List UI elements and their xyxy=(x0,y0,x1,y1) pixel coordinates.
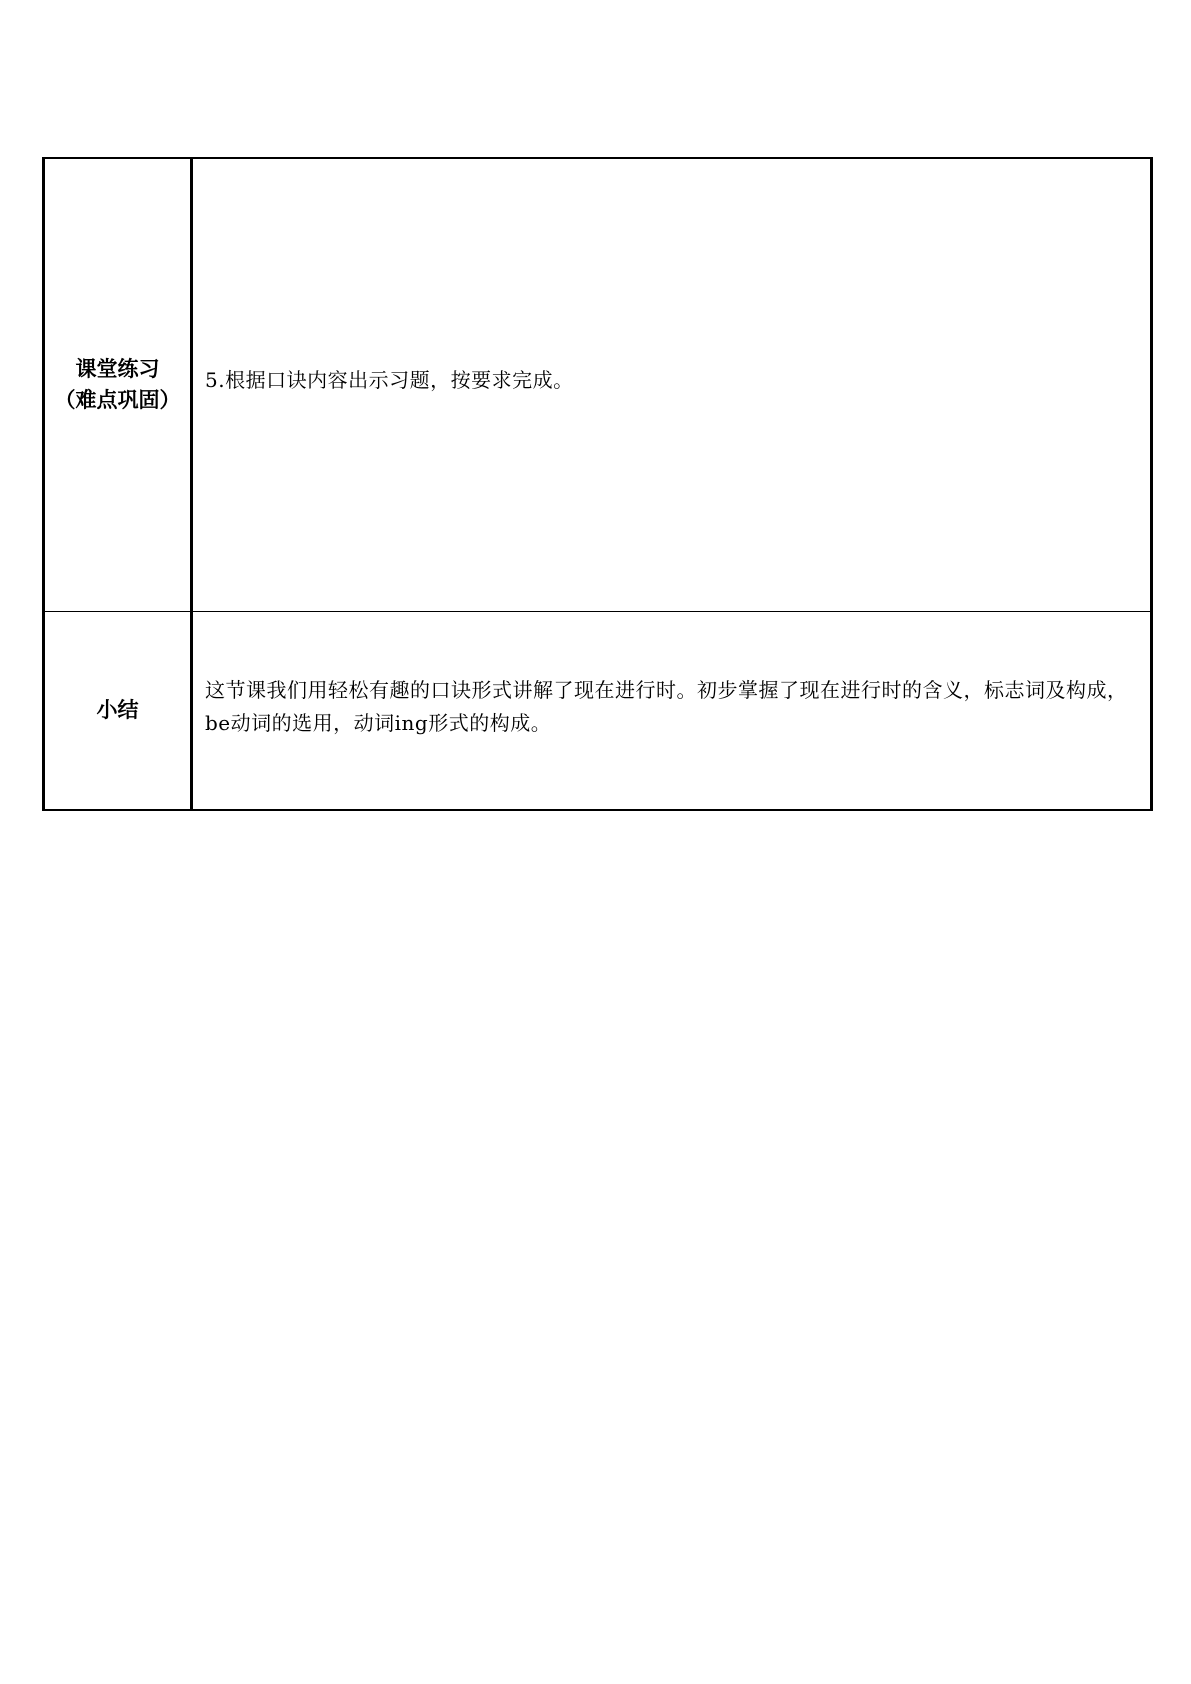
lesson-table xyxy=(42,157,1153,811)
practice-content-cell xyxy=(192,158,1152,612)
practice-label-subtitle: （难点巩固） xyxy=(54,388,181,412)
summary-label-title: 小结 xyxy=(96,698,139,722)
table-row-summary xyxy=(44,612,1152,811)
summary-content-text: 这节课我们用轻松有趣的口诀形式讲解了现在进行时。初步掌握了现在进行时的含义，标志词及构成，be动词的选用，动词ing形式的构成。 xyxy=(205,677,1128,735)
summary-label-cell xyxy=(44,612,192,811)
practice-label-cell xyxy=(44,158,192,612)
practice-content-text: 5.根据口诀内容出示习题，按要求完成。 xyxy=(205,367,574,392)
summary-content-cell xyxy=(192,612,1152,811)
practice-label-title: 课堂练习 xyxy=(75,357,160,381)
table-row-practice xyxy=(44,158,1152,612)
